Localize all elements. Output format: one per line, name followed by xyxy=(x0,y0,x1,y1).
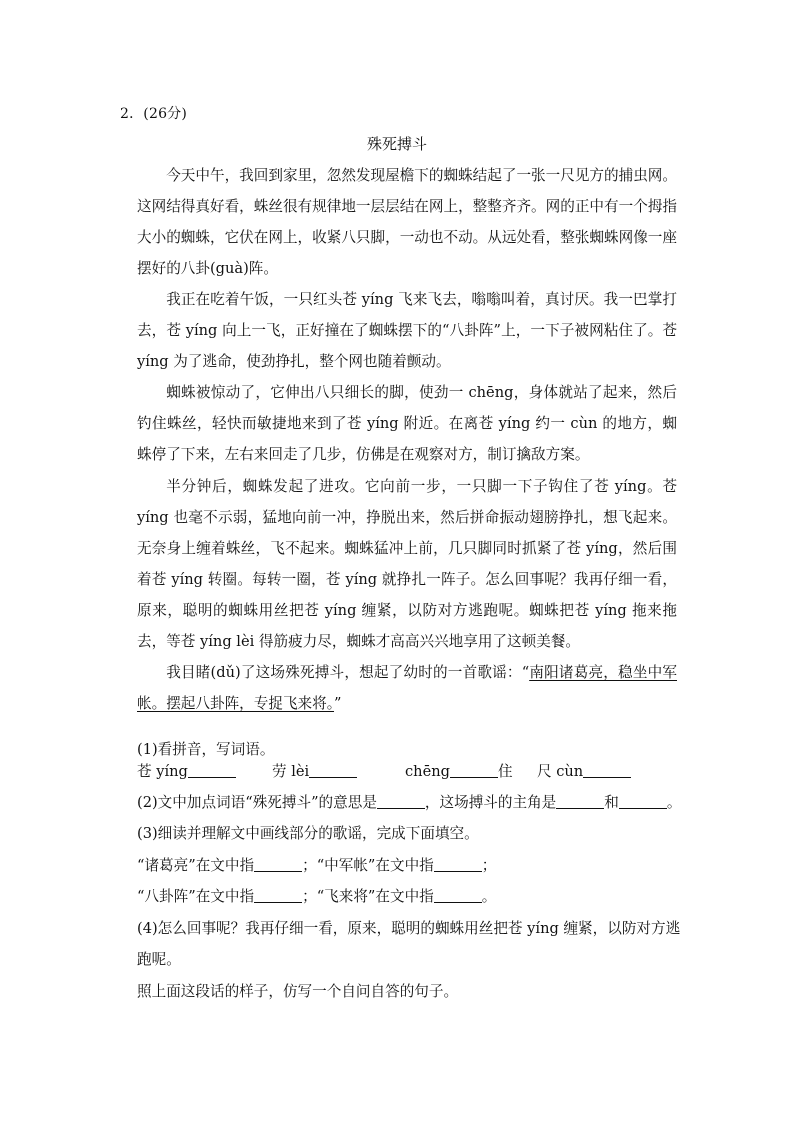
question-3-text-b1: “八卦阵”在文中指 xyxy=(137,888,255,905)
answer-blank-6[interactable] xyxy=(556,794,604,809)
question-4-instruction: 照上面这段话的样子，仿写一个自问自答的句子。 xyxy=(137,983,459,1000)
question-number: 2．(26分) xyxy=(120,106,188,122)
word-pinyin-3: chēng xyxy=(405,763,450,780)
answer-blank-3[interactable] xyxy=(450,763,498,778)
word-item-3 xyxy=(405,756,513,787)
question-1: (1)看拼音，写词语。 xyxy=(137,741,275,758)
question-3-text-b2: ；“飞来将”在文中指 xyxy=(302,888,434,905)
answer-blank-8[interactable] xyxy=(254,857,302,872)
answer-blank-7[interactable] xyxy=(619,794,667,809)
question-3-text-a2: ；“中军帐”在文中指 xyxy=(302,857,434,874)
word-item-1 xyxy=(137,756,236,787)
question-2-text-a: (2)文中加点词语“殊死搏斗”的意思是 xyxy=(137,794,377,811)
answer-blank-4[interactable] xyxy=(583,763,631,778)
question-2-text-d: 。 xyxy=(666,794,682,811)
word-suffix-3: 住 xyxy=(497,763,513,780)
word-item-4 xyxy=(537,756,631,787)
answer-blank-10[interactable] xyxy=(254,888,302,903)
passage-title: 殊死搏斗 xyxy=(366,135,427,153)
question-3-row-2 xyxy=(137,881,682,912)
question-4: (4)怎么回事呢？我再仔细一看，原来，聪明的蜘蛛用丝把苍 yíng 缠紧，以防对方逃跑呢。 xyxy=(137,920,681,968)
question-3-text-a1: “诸葛亮”在文中指 xyxy=(137,857,255,874)
question-2-text-b: ，这场搏斗的主角是 xyxy=(424,794,557,811)
word-pinyin-4: 尺 cùn xyxy=(537,763,584,780)
word-pinyin-2: 劳 lèi xyxy=(272,763,310,780)
question-2-text-c: 和 xyxy=(604,794,619,811)
answer-blank-1[interactable] xyxy=(188,763,236,778)
answer-blank-2[interactable] xyxy=(309,763,357,778)
paragraph-4: 半分钟后，蜘蛛发起了进攻。它向前一步，一只脚一下子钩住了苍 yíng。苍 yíng 也毫不示弱，猛地向前一冲，挣脱出来，然后拼命振动翅膀挣扎，想飞起来。无奈身上缠着蛛丝，飞不起来。蜘蛛猛冲上前，几只脚同时抓紧了苍 yíng，然后围着苍 yíng 转圈。每转一圈，苍 yíng 就挣扎一阵子。怎么回事呢？我再仔细一看，原来，聪明的蜘蛛用丝把苍 yíng 缠紧，以防对方逃跑呢。蜘蛛把苍 yíng 拖来拖去，等苍 yíng lèi 得筋疲力尽，蜘蛛才高高兴兴地享用了这顿美餐。 xyxy=(137,478,677,650)
paragraph-5-text: 我目睹(dǔ)了这场殊死搏斗，想起了幼时的一首歌谣：“ xyxy=(166,664,530,681)
question-3: (3)细读并理解文中画线部分的歌谣，完成下面填空。 xyxy=(137,825,479,842)
paragraph-2: 我正在吃着午饭，一只红头苍 yíng 飞来飞去，嗡嗡叫着，真讨厌。我一巴掌打去，苍 yíng 向上一飞，正好撞在了蜘蛛摆下的“八卦阵”上，一下子被网粘住了。苍 yíng 为了逃命，使劲挣扎，整个网也随着颤动。 xyxy=(137,291,677,370)
paragraph-5-end: ” xyxy=(334,695,342,712)
word-item-2 xyxy=(272,756,357,787)
answer-blank-9[interactable] xyxy=(434,857,482,872)
word-pinyin-1: 苍 yíng xyxy=(137,763,188,780)
answer-blank-5[interactable] xyxy=(377,794,425,809)
answer-blank-11[interactable] xyxy=(434,888,482,903)
question-3-row-1 xyxy=(137,850,682,881)
question-3-text-a3: ； xyxy=(481,857,497,874)
question-2 xyxy=(137,787,682,818)
paragraph-3: 蜘蛛被惊动了，它伸出八只细长的脚，使劲一 chēng，身体就站了起来，然后钓住蛛丝，轻快而敏捷地来到了苍 yíng 附近。在离苍 yíng 约一 cùn 的地方，蜘蛛停了下来，左右来回走了几步，仿佛是在观察对方，制订擒敌方案。 xyxy=(137,384,677,463)
paragraph-5 xyxy=(137,657,677,719)
question-3-text-b3: 。 xyxy=(481,888,497,905)
paragraph-1: 今天中午，我回到家里，忽然发现屋檐下的蜘蛛结起了一张一尺见方的捕虫网。这网结得真好看，蛛丝很有规律地一层层结在网上，整整齐齐。网的正中有一个拇指大小的蜘蛛，它伏在网上，收紧八只脚，一动也不动。从远处看，整张蜘蛛网像一座摆好的八卦(guà)阵。 xyxy=(137,167,677,277)
underlined-rhyme: 南阳诸葛亮，稳坐中军帐。摆起八卦阵，专捉飞来将。 xyxy=(137,664,677,712)
